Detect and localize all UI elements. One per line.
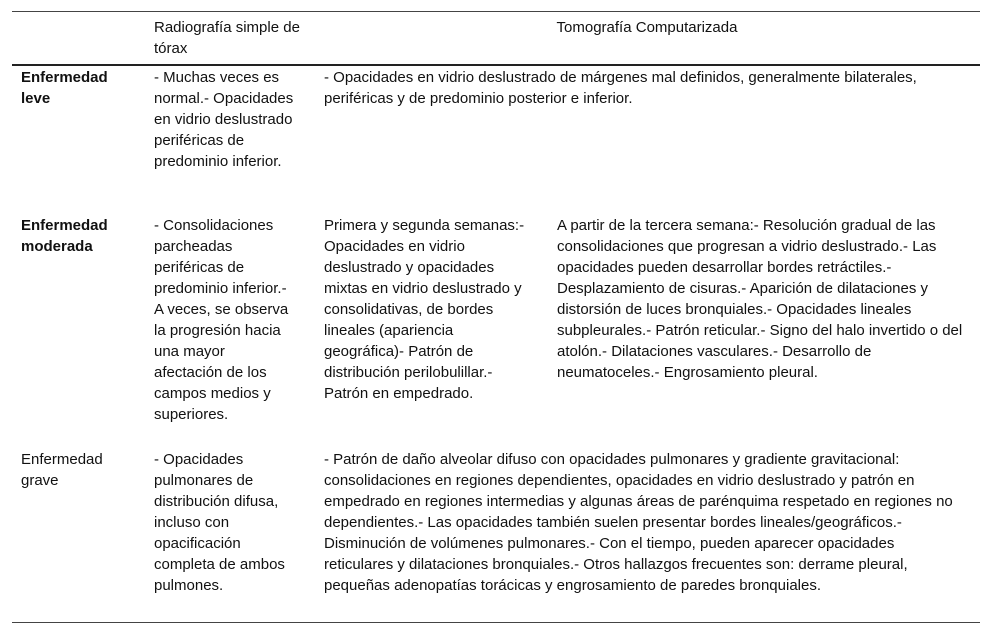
header-tomografia: Tomografía Computarizada: [556, 19, 738, 36]
cell-leve-radiografia: - Muchas veces es normal.- Opacidades en vidrio deslustrado periféricas de predominio inferior.: [154, 69, 294, 170]
cell-moderada-tomografia-late: A partir de la tercera semana:- Resolución gradual de las consolidaciones que progresan a vidrio deslustrado.- Las opacidades pueden desarrollar bordes retráctiles.- Desplazamiento de cisuras.- Aparición de dilataciones y distorsión de luces bronquiales.- Opacidades lineales subpleurales.- Patrón reticular.- Signo del halo invertido o del atolón.- Dilataciones vasculares.- Desarrollo de neumatoceles.- Engrosamiento pleural.: [557, 217, 963, 381]
table-top-rule: [12, 11, 980, 12]
row-label-leve: Enfermedad leve: [21, 69, 108, 107]
cell-leve-tomografia: - Opacidades en vidrio deslustrado de márgenes mal definidos, generalmente bilaterales, periféricas y de predominio posterior e inferior.: [324, 69, 917, 107]
row-label-moderada: Enfermedad moderada: [21, 217, 108, 255]
row-label-grave: Enfermedad grave: [21, 451, 103, 489]
table-header-rule: [12, 64, 980, 66]
header-radiografia: Radiografía simple de tórax: [154, 19, 300, 57]
cell-moderada-tomografia-early: Primera y segunda semanas:- Opacidades en vidrio deslustrado y opacidades mixtas en vidrio deslustrado y consolidativas, de bordes lineales (apariencia geográfica)- Patrón de distribución perilobulillar.- Patrón en empedrado.: [324, 217, 525, 402]
table-bottom-rule: [12, 622, 980, 623]
cell-grave-tomografia: - Patrón de daño alveolar difuso con opacidades pulmonares y gradiente gravitacional: consolidaciones en regiones dependientes, opacidades en vidrio deslustrado y patrón en empedrado en regiones intermedias y algunas áreas de parénquima respetado en regiones no dependientes.- Las opacidades también suelen presentar bordes lineales/geográficos.- Disminución de volúmenes pulmonares.- Con el tiempo, pueden aparecer opacidades reticulares y dilataciones bronquiales.- Otros hallazgos frecuentes son: derrame pleural, pequeñas adenopatías torácicas y engrosamiento de paredes bronquiales.: [324, 451, 953, 594]
cell-moderada-radiografia: - Consolidaciones parcheadas periféricas de predominio inferior.- A veces, se observa la progresión hacia una mayor afectación de los campos medios y superiores.: [154, 217, 289, 423]
cell-grave-radiografia: - Opacidades pulmonares de distribución difusa, incluso con opacificación completa de ambos pulmones.: [154, 451, 285, 594]
